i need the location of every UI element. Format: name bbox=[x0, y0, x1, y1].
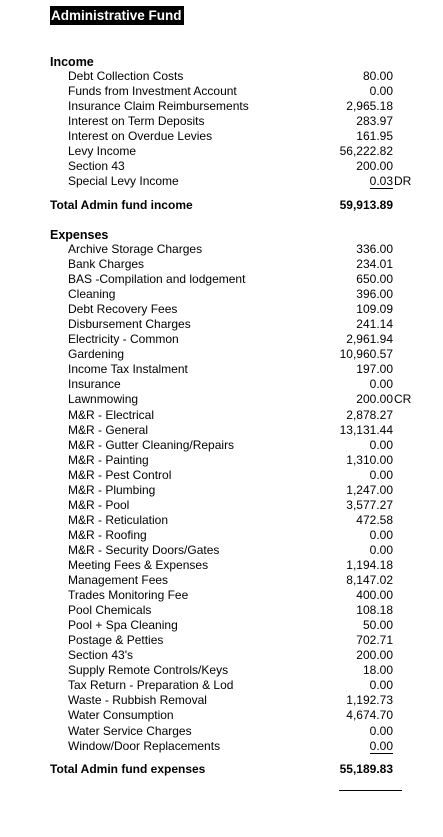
income-total-value: 59,913.89 bbox=[339, 198, 393, 212]
expense-item-row bbox=[0, 573, 443, 588]
expense-item-value: 10,960.57 bbox=[339, 347, 393, 362]
expense-item-value: 1,247.00 bbox=[346, 482, 393, 497]
income-item-label: Section 43 bbox=[68, 159, 125, 174]
expenses-total-value: 55,189.83 bbox=[339, 762, 393, 776]
expense-item-row bbox=[0, 483, 443, 498]
expense-item-label: Lawnmowing bbox=[68, 392, 139, 407]
expense-item-value: 0.00 bbox=[369, 437, 393, 452]
expense-item-row bbox=[0, 408, 443, 423]
expense-item-value: 0.00 bbox=[369, 542, 393, 557]
closing-rule bbox=[339, 790, 402, 791]
expense-item-value: 472.58 bbox=[356, 512, 393, 527]
expense-item-label: Debt Recovery Fees bbox=[68, 302, 178, 317]
expense-item-label: M&R - Reticulation bbox=[68, 512, 169, 527]
expense-item-value: 13,131.44 bbox=[339, 422, 393, 437]
expense-item-value: 0.00 bbox=[369, 467, 393, 482]
expense-item-label: M&R - General bbox=[68, 422, 149, 437]
expense-item-row bbox=[0, 663, 443, 678]
expense-item-label: Tax Return - Preparation & Lod bbox=[68, 678, 234, 693]
income-item-row bbox=[0, 174, 443, 189]
expense-item-label: Pool Chemicals bbox=[68, 603, 152, 618]
income-item-label: Funds from Investment Account bbox=[68, 84, 237, 99]
expense-item-value: 3,577.27 bbox=[346, 497, 393, 512]
expenses-list bbox=[0, 242, 443, 754]
income-item-row bbox=[0, 144, 443, 159]
expense-item-value: 108.18 bbox=[356, 603, 393, 618]
expense-item-label: Water Service Charges bbox=[68, 723, 192, 738]
expense-item-row bbox=[0, 287, 443, 302]
expense-item-value: 200.00 bbox=[356, 648, 393, 663]
expense-item-label: M&R - Pest Control bbox=[68, 467, 172, 482]
expense-item-label: BAS -Compilation and lodgement bbox=[68, 272, 246, 287]
expense-item-value: 0.00 bbox=[369, 738, 393, 753]
expense-item-label: Bank Charges bbox=[68, 257, 145, 272]
expense-item-value: 18.00 bbox=[362, 663, 393, 678]
income-item-row bbox=[0, 69, 443, 84]
expense-item-value: 8,147.02 bbox=[346, 573, 393, 588]
expense-item-label: Waste - Rubbish Removal bbox=[68, 693, 207, 708]
expense-item-row bbox=[0, 347, 443, 362]
income-item-row bbox=[0, 84, 443, 99]
income-item-value: 56,222.82 bbox=[339, 144, 393, 159]
expense-item-label: Section 43's bbox=[68, 648, 133, 663]
expense-item-row bbox=[0, 724, 443, 739]
expense-item-label: M&R - Roofing bbox=[68, 527, 147, 542]
expense-item-row bbox=[0, 543, 443, 558]
expense-item-row bbox=[0, 438, 443, 453]
income-total-label: Total Admin fund income bbox=[50, 198, 193, 212]
expense-item-label: Insurance bbox=[68, 377, 121, 392]
expense-item-value: 0.00 bbox=[369, 377, 393, 392]
expense-item-value: 197.00 bbox=[356, 362, 393, 377]
expense-item-row bbox=[0, 257, 443, 272]
expense-item-row bbox=[0, 392, 443, 407]
expense-item-label: Trades Monitoring Fee bbox=[68, 588, 189, 603]
income-item-value: 80.00 bbox=[362, 69, 393, 83]
income-item-value: 200.00 bbox=[356, 159, 393, 174]
expense-item-value: 0.00 bbox=[369, 527, 393, 542]
expense-item-row bbox=[0, 362, 443, 377]
income-heading: Income bbox=[50, 55, 94, 69]
expense-item-value: 650.00 bbox=[356, 272, 393, 287]
income-item-value: 283.97 bbox=[356, 114, 393, 129]
expense-item-value: 702.71 bbox=[356, 633, 393, 648]
expense-item-value: 109.09 bbox=[356, 302, 393, 317]
expense-item-dr-cr-marker: CR bbox=[394, 392, 412, 407]
income-item-row bbox=[0, 129, 443, 144]
expense-item-row bbox=[0, 648, 443, 663]
expense-item-row bbox=[0, 317, 443, 332]
expense-item-value: 1,192.73 bbox=[346, 693, 393, 708]
expense-item-value: 400.00 bbox=[356, 588, 393, 603]
expense-item-value: 200.00 bbox=[356, 392, 393, 407]
expense-item-value: 1,310.00 bbox=[346, 452, 393, 467]
expense-item-label: M&R - Painting bbox=[68, 452, 149, 467]
expense-item-value: 241.14 bbox=[356, 317, 393, 332]
expense-item-row bbox=[0, 693, 443, 708]
income-total-row bbox=[0, 198, 443, 213]
expense-item-row bbox=[0, 618, 443, 633]
expense-item-row bbox=[0, 332, 443, 347]
expense-item-label: Electricity - Common bbox=[68, 332, 179, 347]
expense-item-label: Postage & Petties bbox=[68, 633, 164, 648]
expense-item-label: Water Consumption bbox=[68, 708, 174, 723]
income-item-value: 0.00 bbox=[369, 84, 393, 99]
expense-item-label: Management Fees bbox=[68, 573, 169, 588]
expense-item-label: Pool + Spa Cleaning bbox=[68, 618, 178, 633]
expense-item-row bbox=[0, 468, 443, 483]
income-item-row bbox=[0, 114, 443, 129]
page-title: Administrative Fund bbox=[51, 8, 182, 23]
expense-item-value: 50.00 bbox=[362, 618, 393, 633]
expense-item-value: 4,674.70 bbox=[346, 708, 393, 723]
income-list bbox=[0, 69, 443, 189]
income-item-row bbox=[0, 99, 443, 114]
expense-item-row bbox=[0, 708, 443, 723]
expense-item-label: Disbursement Charges bbox=[68, 317, 191, 332]
expense-item-label: Gardening bbox=[68, 347, 125, 362]
income-item-value: 0.03 bbox=[369, 174, 393, 189]
expense-item-row bbox=[0, 528, 443, 543]
expense-item-row bbox=[0, 498, 443, 513]
expense-item-value: 0.00 bbox=[369, 678, 393, 693]
expense-item-label: Window/Door Replacements bbox=[68, 738, 221, 753]
expense-item-row bbox=[0, 513, 443, 528]
expense-item-label: M&R - Plumbing bbox=[68, 482, 156, 497]
income-item-label: Insurance Claim Reimbursements bbox=[68, 99, 249, 114]
expense-item-row bbox=[0, 302, 443, 317]
expense-item-row bbox=[0, 272, 443, 287]
expense-item-value: 234.01 bbox=[356, 257, 393, 272]
expense-item-value: 2,961.94 bbox=[346, 332, 393, 347]
expense-item-row bbox=[0, 633, 443, 648]
expense-item-value: 336.00 bbox=[356, 242, 393, 256]
expense-item-label: Archive Storage Charges bbox=[68, 242, 203, 256]
expenses-total-label: Total Admin fund expenses bbox=[50, 762, 206, 776]
expense-item-row bbox=[0, 739, 443, 754]
expense-item-row bbox=[0, 678, 443, 693]
expense-item-label: M&R - Security Doors/Gates bbox=[68, 542, 220, 557]
expense-item-label: M&R - Gutter Cleaning/Repairs bbox=[68, 437, 235, 452]
expense-item-value: 2,878.27 bbox=[346, 407, 393, 422]
expense-item-label: Cleaning bbox=[68, 287, 116, 302]
expense-item-label: Meeting Fees & Expenses bbox=[68, 557, 209, 572]
expenses-total-row bbox=[0, 762, 443, 777]
income-item-label: Interest on Term Deposits bbox=[68, 114, 205, 129]
expense-item-value: 396.00 bbox=[356, 287, 393, 302]
expenses-heading: Expenses bbox=[50, 228, 109, 242]
expense-item-row bbox=[0, 423, 443, 438]
expense-item-label: Supply Remote Controls/Keys bbox=[68, 663, 229, 678]
expense-item-row bbox=[0, 453, 443, 468]
expense-item-row bbox=[0, 603, 443, 618]
expense-item-row bbox=[0, 242, 443, 257]
income-item-dr-cr-marker: DR bbox=[394, 174, 412, 189]
expense-item-value: 0.00 bbox=[369, 723, 393, 738]
income-item-label: Interest on Overdue Levies bbox=[68, 129, 213, 144]
income-item-label: Levy Income bbox=[68, 144, 137, 159]
expense-item-label: Income Tax Instalment bbox=[68, 362, 188, 377]
expense-item-row bbox=[0, 558, 443, 573]
income-item-value: 2,965.18 bbox=[346, 99, 393, 114]
income-item-value: 161.95 bbox=[356, 129, 393, 144]
expense-item-row bbox=[0, 377, 443, 392]
income-item-row bbox=[0, 159, 443, 174]
expense-item-row bbox=[0, 588, 443, 603]
income-item-label: Debt Collection Costs bbox=[68, 69, 184, 83]
income-item-label: Special Levy Income bbox=[68, 174, 179, 189]
expense-item-label: M&R - Pool bbox=[68, 497, 130, 512]
expense-item-label: M&R - Electrical bbox=[68, 407, 155, 422]
expense-item-value: 1,194.18 bbox=[346, 557, 393, 572]
